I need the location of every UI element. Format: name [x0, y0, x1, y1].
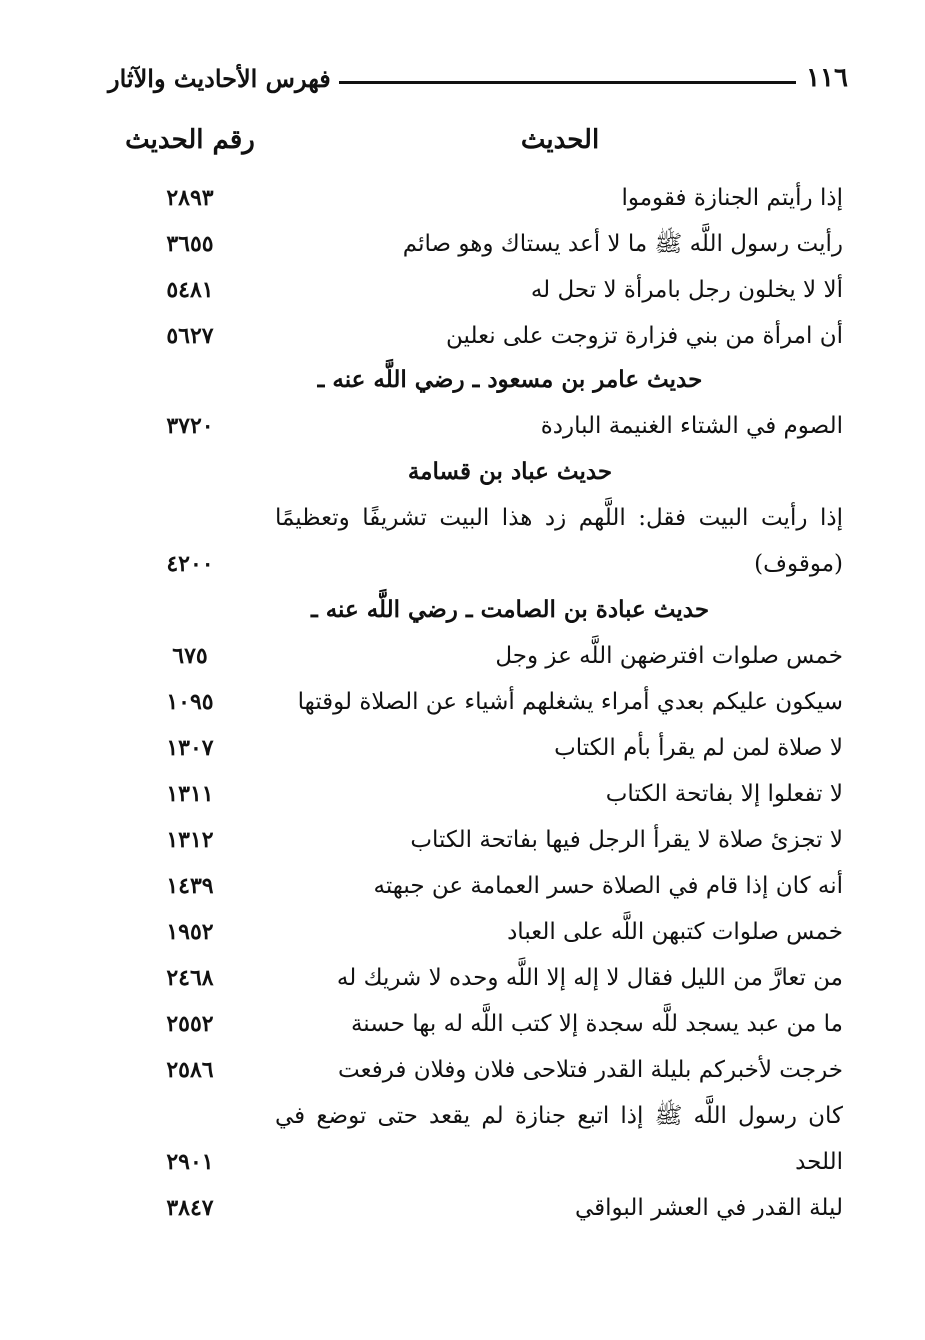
entry-text: رأيت رسول اللَّه ﷺ ما لا أعد يستاك وهو صائم: [402, 231, 843, 257]
entry-number: ١٣١٢: [166, 827, 214, 853]
entry-text: ألا لا يخلون رجل بامرأة لا تحل له: [530, 277, 843, 303]
entry-text: ما من عبد يسجد للَّه سجدة إلا كتب اللَّه له بها حسنة: [350, 1011, 843, 1037]
running-title: فهرس الأحاديث والآثار: [108, 63, 331, 93]
running-head: [108, 58, 848, 98]
entry-text: خمس صلوات افترضهن اللَّه عز وجل: [495, 643, 843, 669]
entry-text: الصوم في الشتاء الغنيمة الباردة: [540, 413, 843, 439]
entry-number: ٢٨٩٣: [166, 185, 214, 211]
entry-number: ٢٥٨٦: [166, 1057, 214, 1083]
entry-text-line1: كان رسول اللَّه ﷺ إذا اتبع جنازة لم يقعد حتى توضع في: [275, 1103, 843, 1129]
entry-text: سيكون عليكم بعدي أمراء يشغلهم أشياء عن الصلاة لوقتها: [297, 689, 843, 715]
entry-number: ١٤٣٩: [166, 873, 214, 899]
entry-number: ١٩٥٢: [166, 919, 214, 945]
entry-text-line1: إذا رأيت البيت فقل: اللَّهم زد هذا البيت تشريفًا وتعظيمًا: [275, 505, 843, 531]
section-title-ubada: حديث عبادة بن الصامت ـ رضي اللَّه عنه ـ: [310, 596, 710, 623]
entry-number: ٣٨٤٧: [166, 1195, 214, 1221]
entry-number: ٥٤٨١: [166, 277, 214, 303]
entry-text-line2: (موقوف): [754, 551, 843, 577]
entry-text: خرجت لأخبركم بليلة القدر فتلاحى فلان وفلان فرفعت: [338, 1057, 843, 1083]
entry-number: ١٠٩٥: [166, 689, 214, 715]
entry-text: أن امرأة من بني فزارة تزوجت على نعلين: [446, 323, 843, 349]
header-rule: [339, 81, 796, 84]
entry-text: لا تجزئ صلاة لا يقرأ الرجل فيها بفاتحة الكتاب: [410, 827, 843, 853]
entry-text-line2: اللحد: [795, 1149, 843, 1175]
entry-number: ٢٤٦٨: [166, 965, 214, 991]
entry-text: لا صلاة لمن لم يقرأ بأم الكتاب: [554, 735, 843, 761]
section-title-amir: حديث عامر بن مسعود ـ رضي اللَّه عنه ـ: [317, 366, 703, 393]
entry-number: ٢٥٥٢: [166, 1011, 214, 1037]
entry-text: من تعارَّ من الليل فقال لا إله إلا اللَّه وحده لا شريك له: [336, 965, 843, 991]
entry-number: ٢٩٠١: [166, 1149, 214, 1175]
entry-number: ٦٧٥: [172, 643, 208, 669]
section-title-abbad: حديث عباد بن قسامة: [407, 458, 613, 485]
entry-number: ٥٦٢٧: [166, 323, 214, 349]
entry-number: ٣٦٥٥: [166, 231, 214, 257]
entry-number: ٤٢٠٠: [166, 551, 214, 577]
entry-number: ١٣١١: [166, 781, 214, 807]
entry-text: أنه كان إذا قام في الصلاة حسر العمامة عن جبهته: [373, 873, 843, 899]
column-header-number: رقم الحديث: [125, 125, 255, 155]
entry-text: إذا رأيتم الجنازة فقوموا: [621, 185, 843, 211]
entry-text: خمس صلوات كتبهن اللَّه على العباد: [507, 919, 843, 945]
entry-number: ٣٧٢٠: [166, 413, 214, 439]
entry-text: ليلة القدر في العشر البواقي: [575, 1195, 843, 1221]
column-header-hadith: الحديث: [520, 125, 600, 155]
entry-number: ١٣٠٧: [166, 735, 214, 761]
entry-text: لا تفعلوا إلا بفاتحة الكتاب: [605, 781, 843, 807]
page-number: ١١٦: [806, 63, 848, 93]
